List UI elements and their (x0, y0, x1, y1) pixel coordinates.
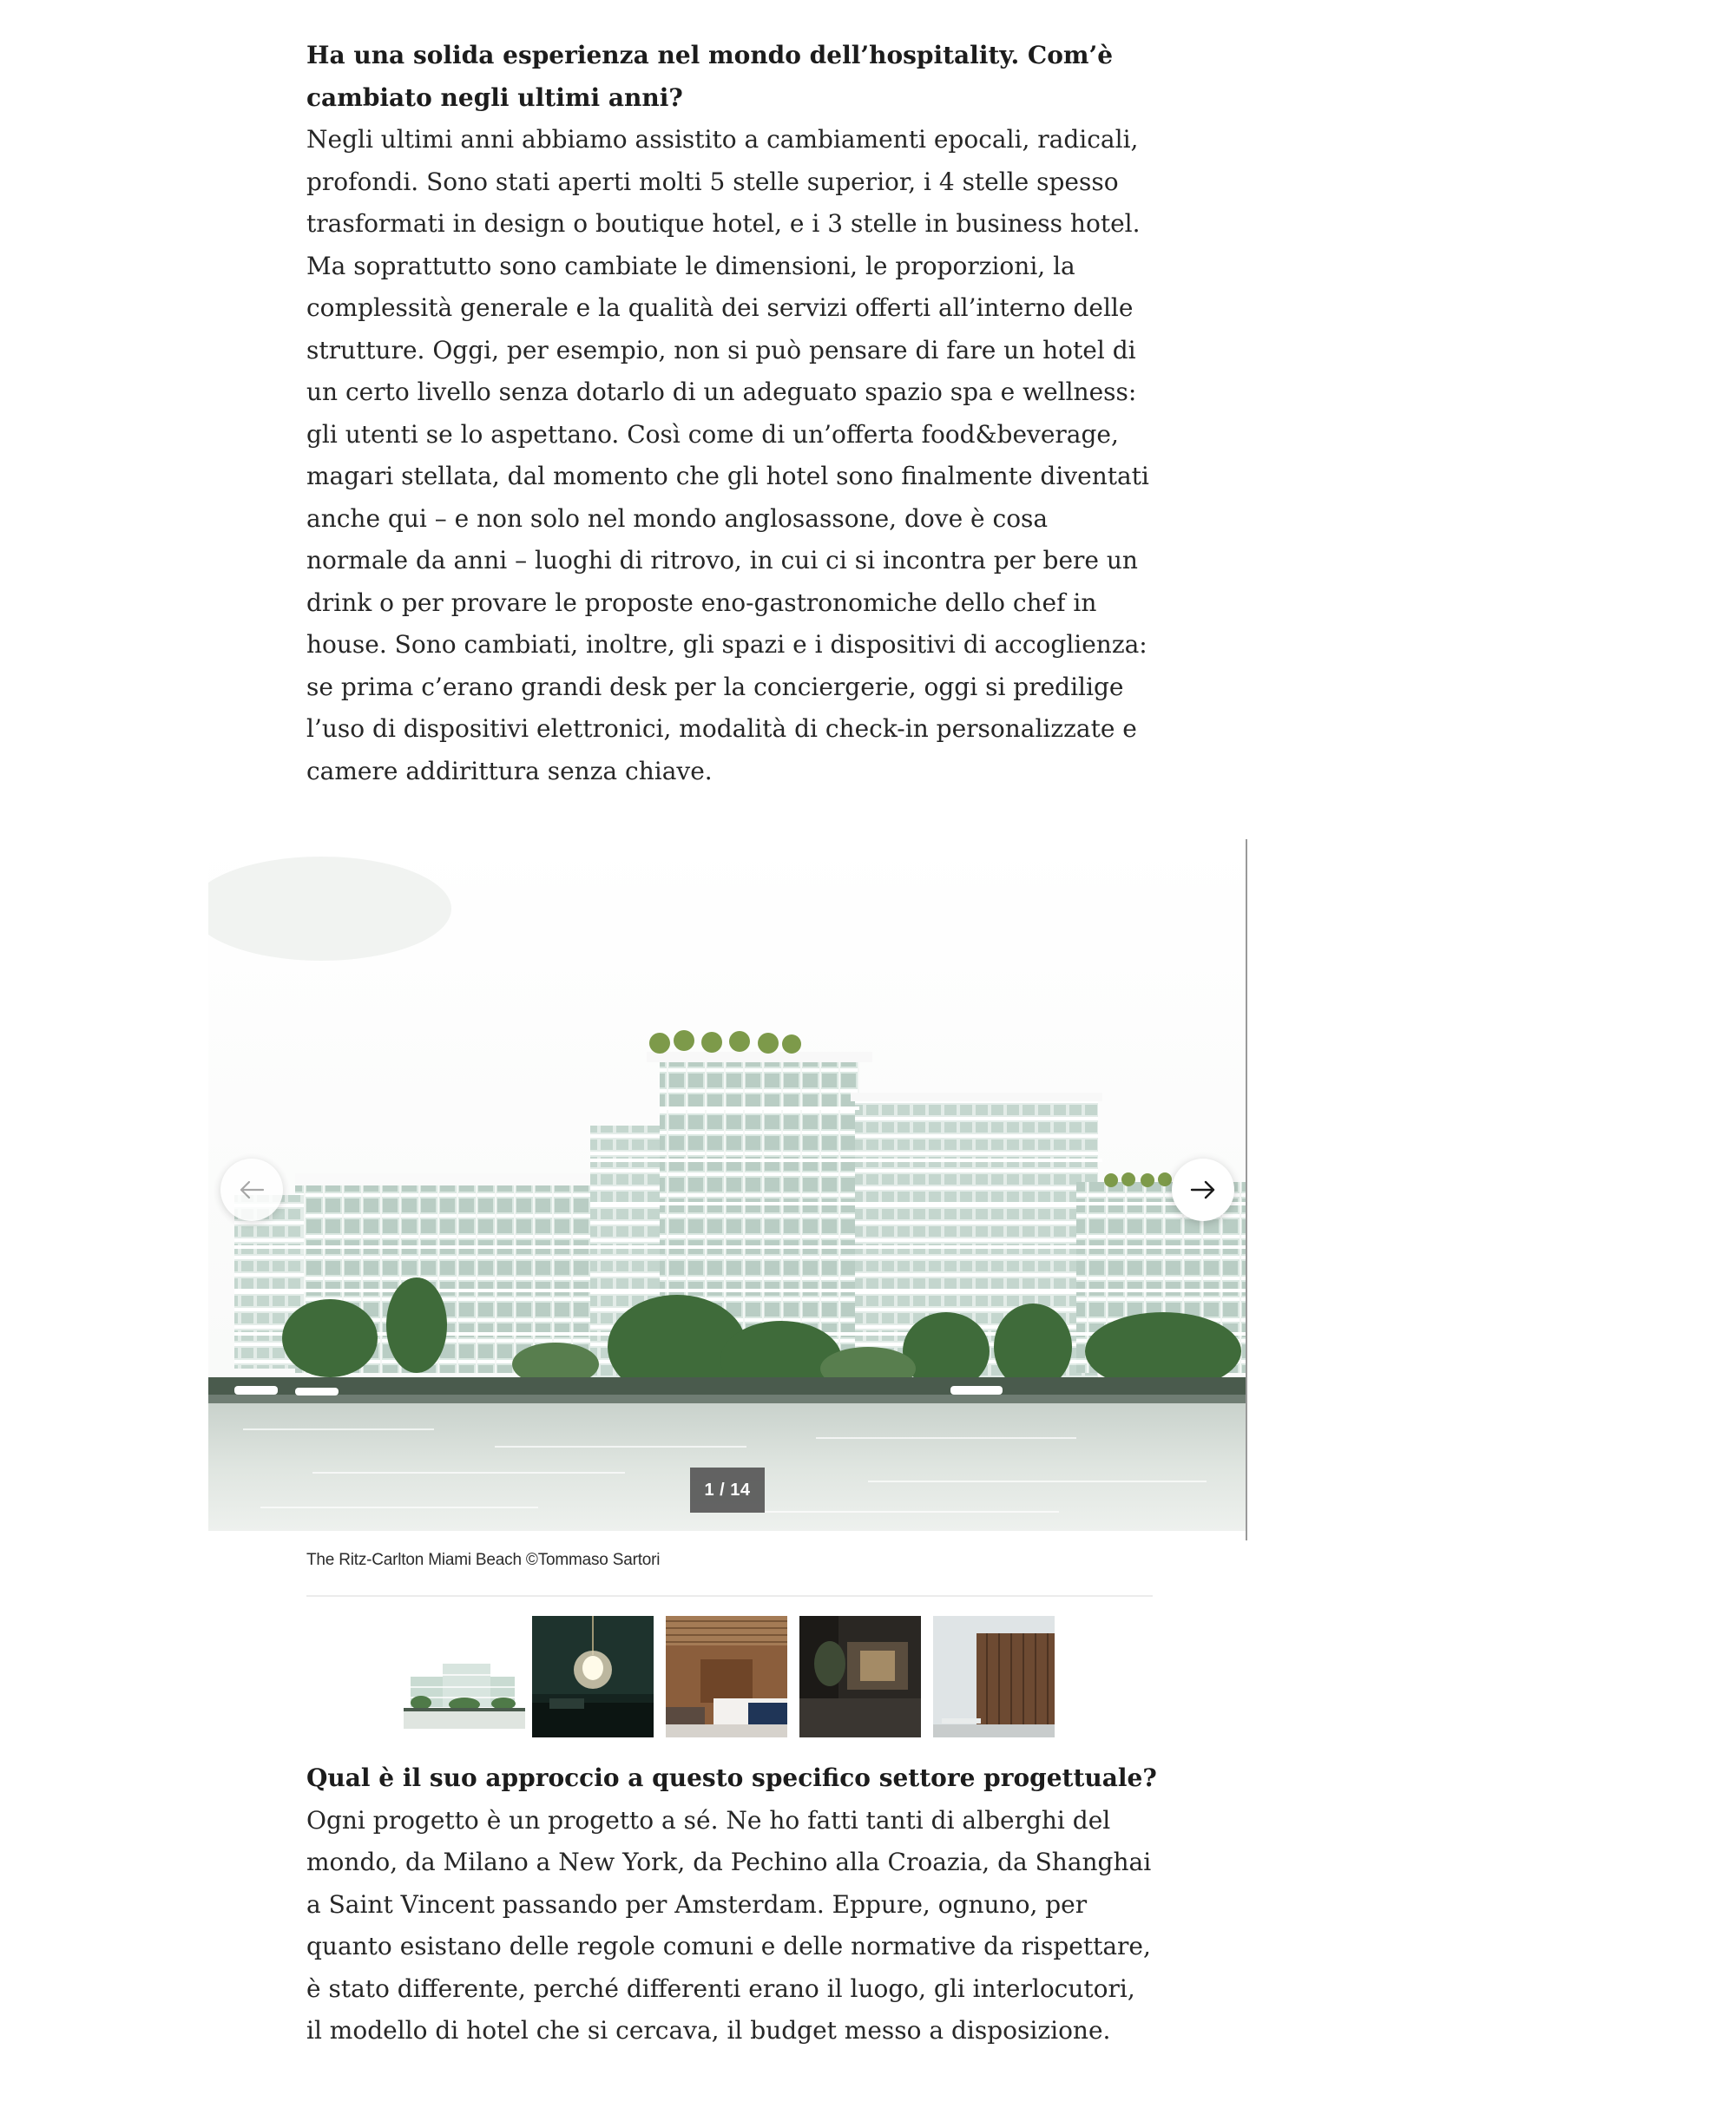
gallery-main-image (208, 839, 1246, 1531)
thumbnail-4[interactable] (799, 1616, 921, 1737)
gallery-prev-button[interactable] (220, 1159, 283, 1221)
interview-answer: Negli ultimi anni abbiamo assistito a cambiamenti epocali, radicali, profondi. Sono stati aperti molti 5 stelle superior, i 4 stelle spesso trasformati in design o boutique hotel, e i 3 stelle in business hotel. Ma soprattutto sono cambiate le dimensioni, le proporzioni, la complessità generale e la qualità dei servizi offerti all’interno delle strutture. Oggi, per esempio, non si può pensare di fare un hotel di un certo livello senza dotarlo di un adeguato spazio spa e wellness: gli utenti se lo aspettano. Così come di un’offerta food&beverage, magari stellata, dal momento che gli hotel sono finalmente diventati anche qui – e non solo nel mondo anglosassone, dove è cosa normale da anni – luoghi di ritrovo, in cui ci si incontra per bere un drink o per provare le proposte eno-gastronomiche dello chef in house. Sono cambiati, inoltre, gli spazi e i dispositivi di accoglienza: se prima c’erano grandi desk per la conciergerie, oggi si predilige l’uso di dispositivi elettronici, modalità di check-in personalizzate e camere addirittura senza chiave. (306, 125, 1149, 785)
thumbnail-bedroom (666, 1616, 787, 1737)
thumbnail-2[interactable] (532, 1616, 654, 1737)
thumbnail-3[interactable] (666, 1616, 787, 1737)
article-section-2 (306, 1757, 1157, 2052)
interview-question: Qual è il suo approccio a questo specifico settore progettuale? (306, 1763, 1157, 1792)
arrow-left-icon (239, 1180, 265, 1199)
gallery-edge (1246, 839, 1247, 1540)
thumbnail-lobby-chandelier (532, 1616, 654, 1737)
gallery-thumbnails (0, 1616, 1736, 1739)
arrow-right-icon (1190, 1180, 1216, 1199)
interview-answer: Ogni progetto è un progetto a sé. Ne ho fatti tanti di alberghi del mondo, da Milano a New York, da Pechino alla Croazia, da Shanghai a Saint Vincent passando per Amsterdam. Eppure, ognuno, per quanto esistano delle regole comuni e delle normative da rispettare, è stato differente, perché differenti erano il luogo, gli interlocutori, il modello di hotel che si cercava, il budget messo a disposizione. (306, 1805, 1152, 2045)
article-section-1 (306, 35, 1157, 792)
gallery-counter: 1 / 14 (690, 1468, 765, 1513)
image-caption: The Ritz-Carlton Miami Beach ©Tommaso Sartori (306, 1551, 661, 1569)
interview-question: Ha una solida esperienza nel mondo dell’hospitality. Com’è cambiato negli ultimi anni? (306, 41, 1114, 112)
thumbnail-corridor (799, 1616, 921, 1737)
thumbnail-wooden-facade (933, 1616, 1055, 1737)
thumbnail-1[interactable] (404, 1616, 525, 1737)
image-gallery[interactable] (208, 839, 1246, 1531)
caption-divider (306, 1595, 1153, 1597)
thumbnail-hotel-exterior (404, 1616, 525, 1737)
thumbnail-5[interactable] (933, 1616, 1055, 1737)
gallery-next-button[interactable] (1172, 1159, 1234, 1221)
